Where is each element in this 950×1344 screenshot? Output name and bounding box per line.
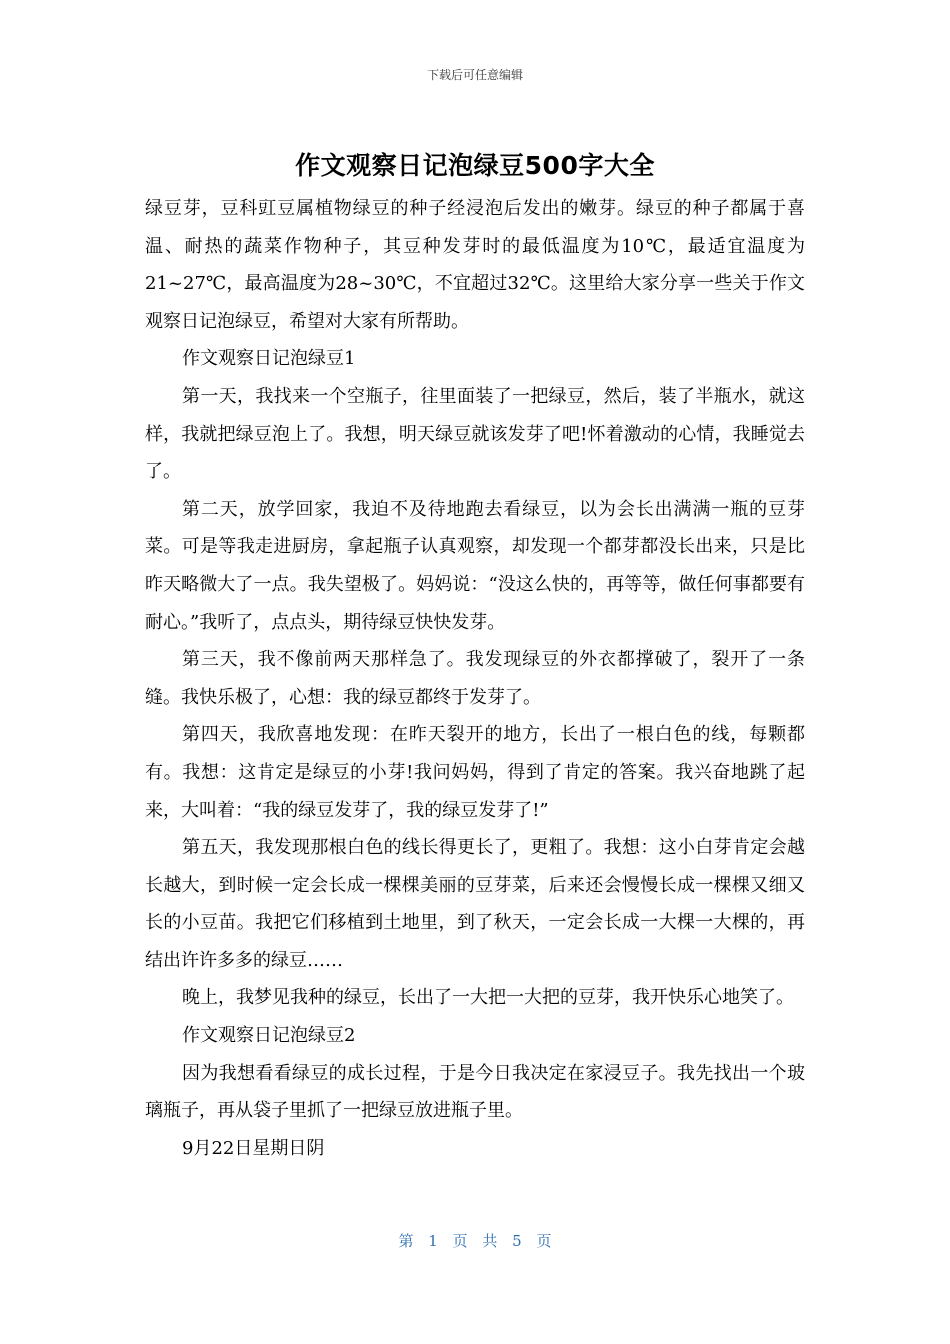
- body-paragraph: 第三天，我不像前两天那样急了。我发现绿豆的外衣都撑破了，裂开了一条缝。我快乐极了，心想：我的绿豆都终于发芽了。: [145, 649, 805, 708]
- document-body: [145, 190, 805, 1167]
- body-paragraph: 第二天，放学回家，我迫不及待地跑去看绿豆，以为会长出满满一瓶的豆芽菜。可是等我走进厨房，拿起瓶子认真观察，却发现一个都芽都没长出来，只是比昨天略微大了一点。我失望极了。妈妈说：“没这么快的，再等等，做任何事都要有耐心。”我听了，点点头，期待绿豆快快发芽。: [145, 498, 805, 633]
- body-paragraph: 第五天，我发现那根白色的线长得更长了，更粗了。我想：这小白芽肯定会越长越大，到时候一定会长成一棵棵美丽的豆芽菜，后来还会慢慢长成一棵棵又细又长的小豆苗。我把它们移植到土地里，到了秋天，一定会长成一大棵一大棵的，再结出许许多多的绿豆……: [145, 837, 805, 971]
- body-paragraph: 第一天，我找来一个空瓶子，往里面装了一把绿豆，然后，装了半瓶水，就这样，我就把绿豆泡上了。我想，明天绿豆就该发芽了吧!怀着激动的心情，我睡觉去了。: [145, 385, 805, 483]
- section-heading-2: 作文观察日记泡绿豆2: [182, 1025, 356, 1047]
- diary-date-line: 9月22日星期日阴: [182, 1137, 325, 1159]
- intro-paragraph: 绿豆芽，豆科豇豆属植物绿豆的种子经浸泡后发出的嫩芽。绿豆的种子都属于喜温、耐热的蔬菜作物种子，其豆种发芽时的最低温度为10℃，最适宜温度为21~27℃，最高温度为28~30℃，不宜超过32℃。这里给大家分享一些关于作文观察日记泡绿豆，希望对大家有所帮助。: [145, 198, 805, 332]
- body-paragraph: 晚上，我梦见我种的绿豆，长出了一大把一大把的豆芽，我开快乐心地笑了。: [182, 987, 794, 1009]
- page-footer: 第 1 页 共 5 页: [398, 1232, 552, 1250]
- body-paragraph: 第四天，我欣喜地发现：在昨天裂开的地方，长出了一根白色的线，每颗都有。我想：这肯定是绿豆的小芽!我问妈妈，得到了肯定的答案。我兴奋地跳了起来，大叫着：“我的绿豆发芽了，我的绿豆发芽了!”: [145, 724, 805, 821]
- section-heading-1: 作文观察日记泡绿豆1: [182, 348, 356, 370]
- body-paragraph: 因为我想看看绿豆的成长过程，于是今日我决定在家浸豆子。我先找出一个玻璃瓶子，再从袋子里抓了一把绿豆放进瓶子里。: [145, 1062, 805, 1122]
- header-note: 下载后可任意编辑: [426, 68, 523, 82]
- document-title: 作文观察日记泡绿豆500字大全: [295, 151, 655, 180]
